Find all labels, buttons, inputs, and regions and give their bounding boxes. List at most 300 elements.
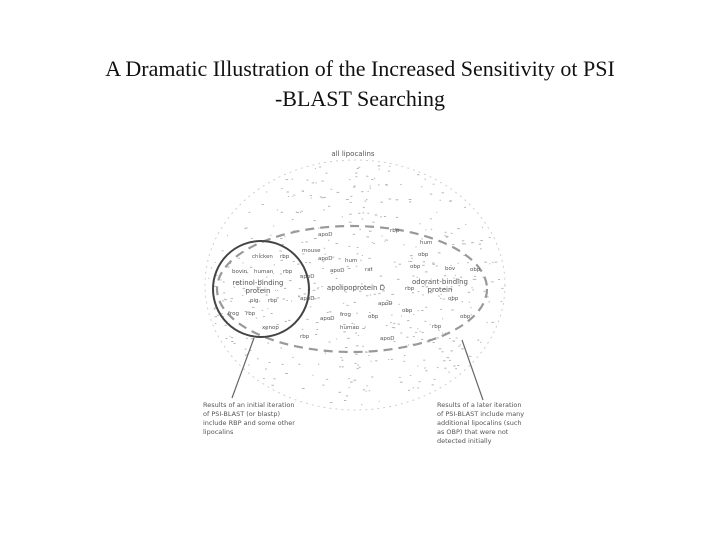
protein-dot	[315, 168, 316, 169]
protein-dot	[422, 265, 424, 266]
protein-dot	[433, 184, 435, 185]
protein-dot	[355, 354, 358, 355]
protein-dot	[491, 322, 494, 323]
protein-dot	[482, 227, 483, 228]
protein-dot	[501, 301, 503, 302]
protein-dot	[412, 292, 414, 293]
protein-dot	[457, 228, 460, 229]
protein-dot	[421, 310, 423, 311]
protein-dot	[453, 366, 456, 367]
protein-dot	[305, 262, 307, 263]
protein-dot	[306, 241, 308, 242]
protein-dot	[222, 300, 224, 301]
protein-dot	[215, 323, 216, 324]
protein-dot	[356, 345, 359, 346]
protein-dot	[251, 338, 253, 339]
species-label: frog	[340, 312, 351, 318]
protein-dot	[495, 262, 498, 263]
protein-dot	[242, 295, 243, 296]
protein-dot	[342, 366, 344, 367]
protein-dot	[284, 288, 286, 289]
protein-dot	[363, 207, 365, 208]
protein-dot	[385, 240, 387, 241]
protein-dot	[267, 308, 268, 309]
protein-dot	[447, 357, 450, 358]
protein-dot	[421, 186, 422, 187]
protein-dot	[471, 314, 472, 315]
protein-dot	[329, 311, 332, 312]
protein-dot	[245, 349, 247, 350]
protein-dot	[458, 346, 460, 347]
protein-dot	[328, 206, 330, 207]
protein-dot	[369, 312, 370, 313]
slide-title-line-1: A Dramatic Illustration of the Increased Sensitivity ot PSI	[105, 56, 615, 81]
protein-dot	[292, 196, 293, 197]
protein-dot	[350, 382, 351, 383]
protein-dot	[267, 343, 269, 344]
protein-dot	[357, 168, 359, 169]
protein-dot	[373, 222, 375, 223]
species-label: mouse	[302, 248, 321, 254]
protein-dot	[366, 385, 367, 386]
later-iteration-caption	[437, 401, 524, 445]
protein-dot	[355, 173, 357, 174]
protein-dot	[451, 233, 453, 234]
protein-dot	[329, 342, 331, 343]
protein-dot	[234, 343, 236, 344]
protein-dot	[407, 320, 409, 321]
protein-dot	[396, 217, 398, 218]
protein-dot	[393, 327, 395, 328]
protein-dot	[256, 318, 258, 319]
protein-dot	[404, 361, 406, 362]
protein-dot	[374, 178, 375, 179]
species-label: obp	[410, 264, 421, 270]
protein-dot	[410, 327, 412, 328]
species-label: rbp	[280, 254, 290, 260]
protein-dot	[385, 241, 386, 242]
protein-dot	[443, 360, 446, 361]
protein-dot	[357, 247, 359, 248]
protein-dot	[425, 307, 427, 308]
protein-dot	[318, 287, 320, 288]
protein-dot	[251, 238, 253, 239]
protein-dot	[440, 298, 441, 299]
caption-right-line: as OBP) that were not	[437, 428, 509, 436]
protein-dot	[469, 302, 470, 303]
protein-dot	[442, 351, 444, 352]
protein-dot	[299, 288, 301, 289]
protein-dot	[266, 192, 267, 193]
protein-dot	[479, 244, 481, 245]
species-label: apoD	[318, 256, 333, 262]
protein-dot	[347, 338, 350, 339]
protein-dot	[422, 294, 424, 295]
protein-dot	[285, 321, 288, 322]
protein-dot	[461, 348, 464, 349]
protein-dot	[214, 286, 216, 287]
protein-dot	[420, 223, 421, 224]
protein-dot	[421, 339, 424, 340]
protein-dot	[403, 244, 404, 245]
protein-dot	[266, 277, 267, 278]
protein-dot	[489, 301, 491, 302]
protein-dot	[442, 333, 443, 334]
protein-dot	[341, 360, 343, 361]
protein-dot	[349, 222, 352, 223]
protein-dot	[379, 401, 380, 402]
protein-dot	[462, 301, 464, 302]
protein-dot	[380, 216, 382, 217]
species-label: obp	[448, 296, 459, 302]
protein-dot	[292, 219, 294, 220]
protein-dot	[293, 261, 295, 262]
species-label: apoD	[300, 296, 315, 302]
protein-dot	[433, 342, 435, 343]
protein-dot	[480, 248, 482, 249]
protein-dot	[464, 207, 466, 208]
protein-dot	[337, 192, 340, 193]
protein-dot	[444, 235, 446, 236]
protein-dot	[362, 255, 363, 256]
protein-dot	[361, 404, 362, 405]
species-label: frog	[228, 311, 239, 317]
protein-dot	[318, 228, 319, 229]
protein-dot	[462, 243, 465, 244]
protein-dot	[301, 242, 303, 243]
protein-dot	[452, 244, 454, 245]
protein-dot	[370, 188, 371, 189]
protein-dot	[368, 258, 370, 259]
species-label: rbp	[390, 228, 400, 234]
protein-dot	[391, 294, 394, 295]
protein-dot	[424, 368, 426, 369]
caption-left-line: include RBP and some other	[203, 419, 295, 427]
protein-dot	[419, 381, 421, 382]
protein-dot	[375, 215, 378, 216]
protein-dot	[214, 316, 217, 317]
protein-dot	[444, 368, 446, 369]
protein-dot	[385, 184, 388, 185]
protein-dot	[339, 366, 341, 367]
species-label: pig	[250, 298, 259, 304]
protein-dot	[348, 378, 350, 379]
protein-dot	[343, 303, 344, 304]
protein-dot	[274, 264, 275, 265]
protein-dot	[371, 377, 373, 378]
protein-dot	[263, 316, 265, 317]
protein-dot	[231, 341, 233, 342]
protein-dot	[431, 229, 432, 230]
retinol-binding-label-2: protein	[245, 287, 271, 295]
protein-dot	[489, 263, 490, 264]
protein-dot	[349, 246, 351, 247]
species-label: rat	[365, 267, 373, 273]
protein-dot	[286, 179, 289, 180]
protein-dot	[346, 395, 348, 396]
protein-dot	[356, 266, 358, 267]
protein-dot	[322, 197, 324, 198]
initial-leader-line	[232, 338, 254, 398]
protein-dot	[379, 165, 381, 166]
protein-dot	[365, 201, 367, 202]
protein-dot	[353, 380, 356, 381]
protein-dot	[452, 341, 455, 342]
protein-dot	[318, 364, 319, 365]
protein-dot	[322, 268, 324, 269]
protein-dot	[386, 325, 388, 326]
protein-dot	[389, 166, 390, 167]
protein-dot	[472, 287, 473, 288]
protein-dot	[370, 295, 371, 296]
protein-dot	[446, 237, 447, 238]
protein-dot	[357, 365, 359, 366]
protein-dot	[354, 302, 357, 303]
protein-dot	[489, 237, 491, 238]
protein-dot	[455, 368, 457, 369]
protein-dot	[366, 295, 368, 296]
protein-dot	[331, 189, 333, 190]
protein-dot	[250, 267, 253, 268]
protein-dot	[379, 169, 380, 170]
protein-dot	[344, 400, 346, 401]
protein-dot	[323, 210, 325, 211]
protein-dot	[279, 251, 282, 252]
species-label: rbp	[405, 286, 415, 292]
protein-dot	[450, 200, 452, 201]
protein-dot	[294, 195, 296, 196]
protein-dot	[238, 258, 240, 259]
protein-dot	[291, 301, 292, 302]
protein-dot	[487, 322, 488, 323]
protein-dot	[371, 179, 373, 180]
protein-dot	[423, 360, 425, 361]
species-label: obp	[470, 267, 481, 273]
protein-dot	[473, 290, 474, 291]
protein-dot	[374, 294, 376, 295]
protein-dot	[451, 310, 454, 311]
protein-dot	[473, 279, 476, 280]
protein-dot	[368, 355, 369, 356]
protein-dot	[458, 263, 459, 264]
protein-dot	[270, 235, 271, 236]
protein-dot	[423, 261, 425, 262]
protein-dot	[320, 196, 322, 197]
protein-dot	[325, 254, 326, 255]
protein-dot	[381, 236, 382, 237]
slide-title-line-2: -BLAST Searching	[274, 86, 446, 111]
protein-dot	[288, 196, 289, 197]
protein-dot	[214, 309, 216, 310]
protein-dot	[297, 264, 300, 265]
protein-dot	[399, 377, 401, 378]
protein-dot	[366, 352, 368, 353]
protein-dot	[208, 278, 209, 279]
protein-dot	[257, 358, 259, 359]
protein-dot	[231, 298, 233, 299]
species-label: hum	[420, 240, 433, 246]
protein-dot	[366, 391, 367, 392]
protein-dot	[448, 372, 449, 373]
protein-dot	[419, 331, 420, 332]
protein-dot	[321, 286, 323, 287]
protein-dot	[480, 240, 483, 241]
protein-dot	[369, 390, 371, 391]
species-label: apoD	[300, 274, 315, 280]
protein-dot	[358, 335, 359, 336]
protein-dot	[418, 291, 420, 292]
protein-dot	[341, 357, 343, 358]
protein-dot	[445, 232, 447, 233]
protein-dot	[398, 324, 400, 325]
protein-dot	[297, 212, 300, 213]
caption-left-line: Results of an initial iteration	[203, 401, 295, 409]
protein-dot	[326, 379, 328, 380]
protein-dot	[347, 266, 349, 267]
protein-dot	[358, 213, 360, 214]
protein-dot	[366, 176, 368, 177]
protein-dot	[282, 364, 284, 365]
protein-dot	[492, 262, 493, 263]
protein-dot	[227, 235, 228, 236]
protein-dot	[230, 336, 231, 337]
protein-dot	[449, 338, 451, 339]
protein-dot	[378, 293, 380, 294]
protein-dot	[285, 373, 288, 374]
protein-dot	[417, 387, 419, 388]
protein-dot	[391, 359, 393, 360]
protein-dot	[395, 266, 396, 267]
protein-dot	[227, 267, 229, 268]
protein-dot	[457, 365, 459, 366]
protein-dot	[306, 319, 308, 320]
protein-dot	[430, 194, 432, 195]
protein-dot	[304, 293, 306, 294]
protein-dot	[399, 264, 401, 265]
protein-dot	[436, 212, 437, 213]
species-label: apoD	[318, 232, 333, 238]
protein-dot	[357, 253, 359, 254]
protein-dot	[417, 366, 418, 367]
protein-dot	[369, 231, 372, 232]
protein-dot	[412, 276, 414, 277]
odorant-binding-label-1: odorant-binding	[412, 278, 468, 286]
protein-dot	[409, 199, 412, 200]
all-lipocalins-label: all lipocalins	[331, 150, 375, 158]
protein-dot	[400, 333, 402, 334]
retinol-binding-label-1: retinol-binding	[232, 279, 284, 287]
protein-dot	[425, 370, 427, 371]
protein-dot	[317, 297, 320, 298]
protein-dot	[281, 188, 282, 189]
protein-dot	[353, 187, 355, 188]
species-label: rbp	[300, 334, 310, 340]
protein-dot	[411, 258, 413, 259]
protein-dot	[262, 204, 264, 205]
protein-dot	[471, 242, 474, 243]
species-label: obp	[418, 252, 429, 258]
species-label: obp	[460, 314, 471, 320]
species-label: chicken	[252, 254, 273, 260]
species-label: rbp	[268, 298, 278, 304]
protein-dot	[408, 344, 410, 345]
protein-dot	[230, 301, 232, 302]
protein-dot	[314, 283, 316, 284]
protein-dot	[355, 363, 357, 364]
protein-dot	[336, 278, 338, 279]
protein-dot	[319, 167, 321, 168]
protein-dot	[410, 375, 412, 376]
species-label: hum	[345, 258, 358, 264]
protein-dot	[362, 346, 364, 347]
protein-dot	[484, 262, 487, 263]
protein-dot	[259, 301, 261, 302]
protein-dot	[484, 291, 486, 292]
apolipoprotein-label: apolipoprotein D	[326, 284, 386, 292]
protein-dot	[371, 361, 372, 362]
protein-dot	[425, 271, 428, 272]
protein-dot	[425, 229, 426, 230]
protein-dot	[356, 176, 358, 177]
protein-dot	[375, 360, 377, 361]
protein-dot	[368, 213, 370, 214]
protein-dot	[225, 325, 227, 326]
protein-dot	[273, 226, 274, 227]
protein-dot	[225, 299, 227, 300]
protein-dot	[312, 375, 313, 376]
protein-dot	[368, 191, 369, 192]
species-label: rbp	[432, 324, 442, 330]
protein-dot	[244, 228, 246, 229]
protein-dot	[401, 316, 402, 317]
species-label: rbp	[246, 311, 256, 317]
protein-dot	[275, 290, 276, 291]
protein-dot	[410, 261, 412, 262]
protein-dot	[438, 252, 441, 253]
protein-dot	[436, 266, 438, 267]
protein-dot	[314, 238, 317, 239]
protein-dot	[491, 281, 493, 282]
protein-dot	[339, 392, 342, 393]
protein-dot	[468, 292, 471, 293]
species-label: apoD	[380, 336, 395, 342]
protein-dot	[211, 267, 213, 268]
protein-dot	[362, 328, 365, 329]
protein-dot	[360, 260, 362, 261]
protein-dot	[353, 234, 355, 235]
protein-dot	[415, 332, 417, 333]
protein-dot	[342, 216, 343, 217]
protein-dot	[316, 183, 317, 184]
protein-dot	[432, 264, 435, 265]
protein-dot	[365, 327, 367, 328]
protein-dot	[474, 276, 476, 277]
protein-dot	[432, 384, 434, 385]
protein-dot	[442, 318, 443, 319]
protein-dot	[400, 184, 401, 185]
protein-dot	[465, 224, 466, 225]
protein-dot	[352, 323, 354, 324]
protein-dot	[442, 192, 444, 193]
protein-dot	[280, 238, 282, 239]
protein-dot	[429, 324, 430, 325]
protein-dot	[312, 182, 315, 183]
protein-dot	[356, 313, 358, 314]
protein-dot	[378, 184, 379, 185]
protein-dot	[322, 181, 324, 182]
protein-dot	[460, 344, 461, 345]
caption-right-line: detected initially	[437, 437, 492, 445]
